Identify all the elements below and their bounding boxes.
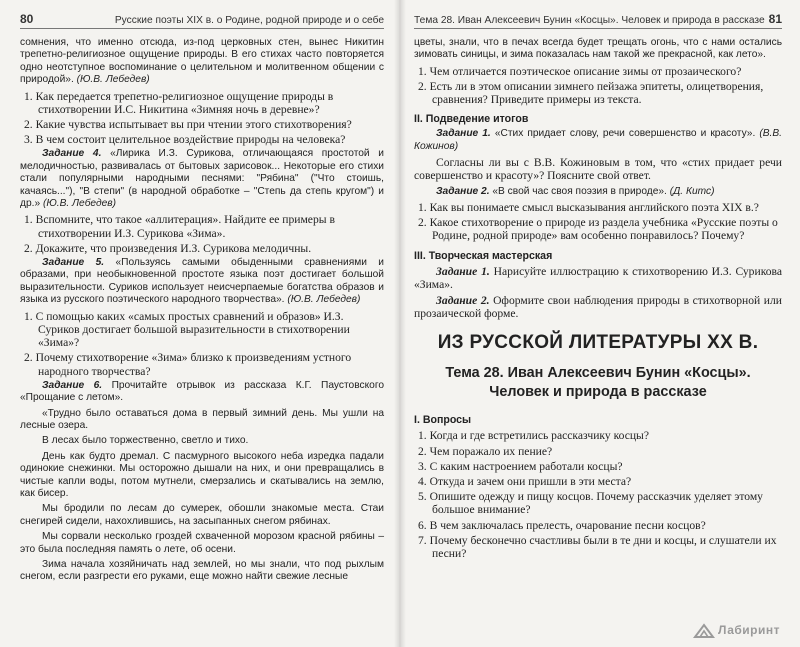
question: 1. Как передается трепетно-религиозное ощущение природы в стихотворении И.С. Никитина «Зимняя ночь в деревне»? <box>24 89 334 116</box>
questions-block-5 <box>20 310 384 378</box>
right-header-title: Тема 28. Иван Алексеевич Бунин «Косцы». Человек и природа в рассказе <box>414 15 765 26</box>
question: 1. Вспомните, что такое «аллитерация». Найдите ее примеры в стихотворении И.З. Сурикова «Зима». <box>24 213 335 240</box>
summary-task-1-author: (В.В. Кожинов) <box>414 128 782 152</box>
task-4 <box>20 148 384 210</box>
workshop-task-1-label: Задание 1. <box>436 264 490 278</box>
question: 2. Чем поражало их пение? <box>418 444 553 458</box>
watermark-logo <box>693 623 780 639</box>
task-5-text: «Пользуясь самыми обыденными сравнениями и образами, при необыкновенной простоте языка поэт достигает большой выразительности. Суриков использует неисчерпаемые богатства образов и языка из русского поэтического народного творчества». <box>20 257 384 306</box>
questions-summary <box>414 201 782 243</box>
section-questions-heading: I. Вопросы <box>414 414 472 427</box>
task-5-label: Задание 5. <box>42 257 105 269</box>
summary-task-2 <box>414 186 782 198</box>
left-header-title: Русские поэты XIX в. о Родине, родной природе и о себе <box>114 15 384 26</box>
question: 2. Почему стихотворение «Зима» близко к произведениям устного народного творчества? <box>24 351 352 378</box>
summary-task-2-label: Задание 2. <box>436 185 490 197</box>
watermark-text: Лабиринт <box>717 623 780 638</box>
workshop-task-2-label: Задание 2. <box>436 294 490 308</box>
workshop-task-1 <box>414 265 782 291</box>
question: 1. Как вы понимаете смысл высказывания английского поэта XIX в.? <box>418 201 759 215</box>
summary-task-1-question: Согласны ли вы с В.В. Кожиновым в том, что «стих придает речи совершенство и красоту»? Поясните свой ответ. <box>414 156 782 183</box>
excerpt-paragraph: В лесах было торжественно, светло и тихо. <box>42 435 249 447</box>
summary-task-2-text: «В свой час своя поэзия в природе». <box>492 185 667 197</box>
section-summary-heading: II. Подведение итогов <box>414 113 529 126</box>
summary-task-2-author: (Д. Китс) <box>669 185 715 197</box>
question: 2. Какое стихотворение о природе из раздела учебника «Русские поэты о Родине, родной природе» вам особенно понравилось? Почему? <box>418 216 778 243</box>
question: 3. С каким настроением работали косцы? <box>418 459 623 473</box>
question: 3. В чем состоит целительное воздействие природы на человека? <box>24 133 346 147</box>
question: 1. Чем отличается поэтическое описание зимы от прозаического? <box>418 64 742 78</box>
topic-title: Тема 28. Иван Алексеевич Бунин «Косцы». Человек и природа в рассказе <box>445 365 751 401</box>
excerpt-paragraph: «Трудно было оставаться дома в первый зимний день. Мы ушли на лесные озера. <box>20 407 384 431</box>
task-6 <box>20 380 384 405</box>
questions-excerpt <box>414 65 782 107</box>
left-running-head <box>20 12 384 29</box>
questions-block-4 <box>20 213 384 255</box>
workshop-task-2-text: Оформите свои наблюдения природы в стихотворной или прозаической форме. <box>414 294 782 321</box>
labyrinth-icon <box>693 623 715 639</box>
question: 2. Какие чувства испытывает вы при чтении этого стихотворения? <box>24 118 352 132</box>
question: 1. Когда и где встретились рассказчику косцы? <box>418 429 649 443</box>
right-page <box>400 0 800 647</box>
right-page-number: 81 <box>768 12 782 26</box>
question: 1. С помощью каких «самых простых сравнений и образов» И.З. Суриков достигает большой выразительности в стихотворении «Зима»? <box>24 309 350 350</box>
task-5 <box>20 257 384 307</box>
excerpt-paragraph: Зима начала хозяйничать над землей, но мы знали, что под рыхлым снегом, если разгрести его руками, еще можно найти свежие лесные <box>20 559 384 583</box>
intro-text: сомнения, что именно отсюда, из-под церковных стен, вынес Никитин трепетно-религиозное ощущение природы. В его стихах часто повторяется одно неотступное воспоминание о целительном и молитвенном общении с природой». <box>20 37 384 86</box>
left-page-number: 80 <box>20 12 34 26</box>
questions-block-1 <box>20 90 384 147</box>
task-6-text: Прочитайте отрывок из рассказа К.Г. Паустовского «Прощание с летом». <box>20 379 384 404</box>
workshop-task-2 <box>414 294 782 320</box>
task-4-author: (Ю.В. Лебедев) <box>42 198 116 210</box>
question: 7. Почему бесконечно счастливы были в те дни и косцы, и слушатели их песни? <box>418 533 777 561</box>
right-running-head <box>414 12 782 29</box>
task-4-text: «Лирика И.З. Сурикова, отличающаяся простотой и мелодичностью, развивалась от бытовых зарисовок... Некоторые его стихи стали популярными народными песнями: "Рябина" ("Что стоишь, качаясь..."), "В степи" (в народной обработке – "Степь да степь кругом") и др.» <box>20 148 384 210</box>
book-gutter <box>394 0 406 647</box>
questions-bunin <box>414 429 782 560</box>
intro-quote <box>20 37 384 87</box>
excerpt-paragraph: Мы сорвали несколько гроздей схваченной морозом красной рябины – это была последняя память о лете, об осени. <box>20 531 384 555</box>
question: 4. Откуда и зачем они пришли в эти места? <box>418 475 632 489</box>
question: 5. Опишите одежду и пищу косцов. Почему рассказчик уделяет этому большое внимание? <box>418 490 763 517</box>
excerpt-end: цветы, знали, что в печах всегда будет трещать огонь, что с нами остались зимовать синицы, и зима показалась нам такой же прекрасной, как лето». <box>414 37 782 61</box>
section-workshop-heading: III. Творческая мастерская <box>414 249 553 262</box>
workshop-task-1-text: Нарисуйте иллюстрацию к стихотворению И.З. Сурикова «Зима». <box>414 264 782 291</box>
intro-author: (Ю.В. Лебедев) <box>76 74 150 86</box>
task-5-author: (Ю.В. Лебедев) <box>287 294 361 306</box>
task-4-label: Задание 4. <box>42 148 102 160</box>
part-title: ИЗ РУССКОЙ ЛИТЕРАТУРЫ XX В. <box>437 332 759 354</box>
question: 2. Есть ли в этом описании зимнего пейзажа эпитеты, олицетворения, сравнения? Приведите примеры из текста. <box>418 80 764 107</box>
excerpt-paragraph: День как будто дремал. С пасмурного высокого неба изредка падали одинокие снежинки. Мы осторожно дышали на них, и они превращались в чистые капли воды, потом мутнели, смерзались и скатывались на землю, как бисер. <box>20 450 384 499</box>
summary-task-1 <box>414 128 782 153</box>
summary-task-1-label: Задание 1. <box>436 128 491 140</box>
question: 6. В чем заключалась прелесть, очарование песни косцов? <box>418 518 706 532</box>
excerpt <box>20 408 384 584</box>
excerpt-paragraph: Мы бродили по лесам до сумерек, обошли знакомые места. Стаи снегирей сидели, нахохлившись, на засыпанных снегом рябинах. <box>20 503 384 527</box>
summary-task-1-text: «Стих придает слову, речи совершенство и красоту». <box>494 128 756 140</box>
task-6-label: Задание 6. <box>42 379 103 391</box>
question: 2. Докажите, что произведения И.З. Сурикова мелодичны. <box>24 241 312 255</box>
